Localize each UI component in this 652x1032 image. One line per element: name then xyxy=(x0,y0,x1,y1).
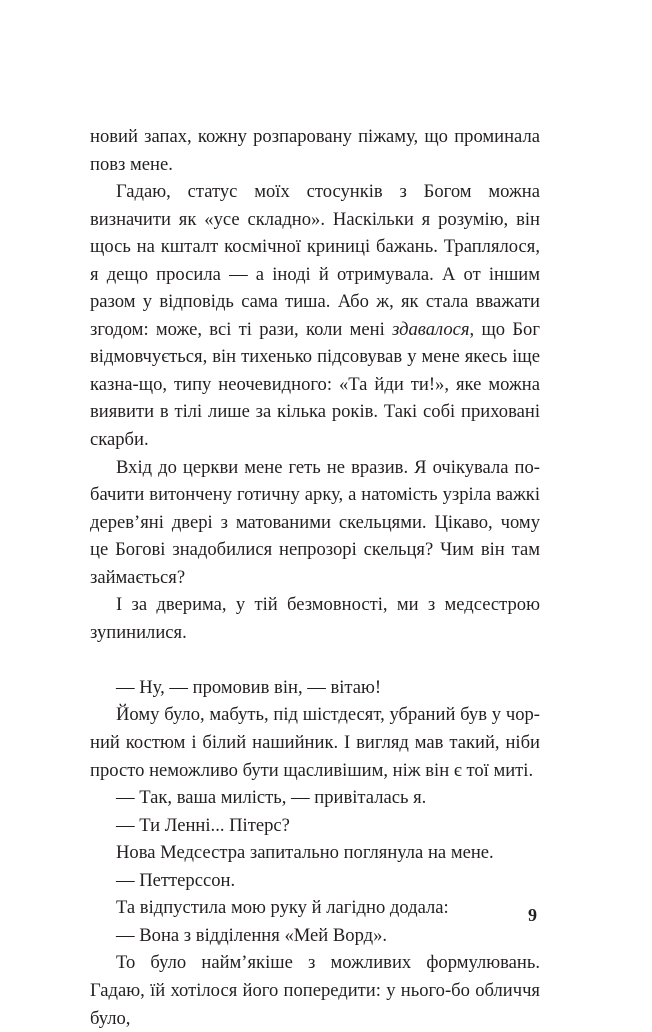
paragraph xyxy=(90,701,540,784)
text-run: То було найм’якіше з можливих формулювань. Гадаю, їй хотілося його попередити: у нього-бо обличчя було, xyxy=(90,952,540,1029)
paragraph xyxy=(90,123,540,178)
paragraph xyxy=(90,839,540,867)
section-break xyxy=(90,646,540,674)
paragraph xyxy=(90,867,540,895)
text-run: — Петтерссон. xyxy=(116,869,236,891)
text-run: , що Бог відмовчується, він тихенько підсовував у мене якесь іще казна-що, типу неочевидного: «Та йди ти!», яке можна виявити в тілі лише за кілька років. Такі собі приховані скарби. xyxy=(90,318,540,451)
paragraph xyxy=(90,454,540,592)
text-run: І за дверима, у тій безмовності, ми з медсестрою зупинилися. xyxy=(90,594,540,643)
text-run: Гадаю, статус моїх стосунків з Богом можна визначити як «усе складно». Наскільки я розумію, він щось на кшталт космічної криниці бажань. Траплялося, я дещо просила — а іноді й отримувала. А от іншим разом у відповідь сама тиша. Або ж, як стала вважати згодом: може, всі ті рази, коли мені xyxy=(90,181,540,340)
text-run: новий запах, кожну розпаровану піжаму, що проминала повз мене. xyxy=(90,126,540,175)
text-run: Та відпустила мою руку й лагідно додала: xyxy=(116,897,449,919)
paragraph xyxy=(90,178,540,453)
italic-text-run: здавалося xyxy=(392,318,470,340)
paragraph xyxy=(90,894,540,922)
text-run: — Ну, — промовив він, — вітаю! xyxy=(116,676,382,698)
page-body xyxy=(90,123,540,1032)
text-block-before-break xyxy=(90,123,540,646)
text-run: — Вона з відділення «Мей Ворд». xyxy=(116,924,388,946)
paragraph xyxy=(90,949,540,1032)
paragraph xyxy=(90,922,540,950)
text-run: Вхід до церкви мене геть не вразив. Я очікувала побачити витончену готичну арку, а натомість узріла важкі дерев’яні двері з матованими скельцями. Цікаво, чому це Богові знадобилися непрозорі скельця? Чим він там займається? xyxy=(90,456,540,588)
text-run: Йому було, мабуть, під шістдесят, убраний був у чорний костюм і білий нашийник. І вигляд мав такий, ніби просто неможливо бути щасливішим, ніж він є тої миті. xyxy=(90,704,540,781)
paragraph xyxy=(90,674,540,702)
text-block-after-break xyxy=(90,674,540,1032)
paragraph xyxy=(90,784,540,812)
paragraph xyxy=(90,591,540,646)
text-run: — Ти Ленні... Пітерс? xyxy=(116,814,290,836)
paragraph xyxy=(90,812,540,840)
page-number: 9 xyxy=(528,905,537,925)
text-run: — Так, ваша милість, — привіталась я. xyxy=(116,787,427,809)
text-run: Нова Медсестра запитально поглянула на мене. xyxy=(116,842,494,864)
